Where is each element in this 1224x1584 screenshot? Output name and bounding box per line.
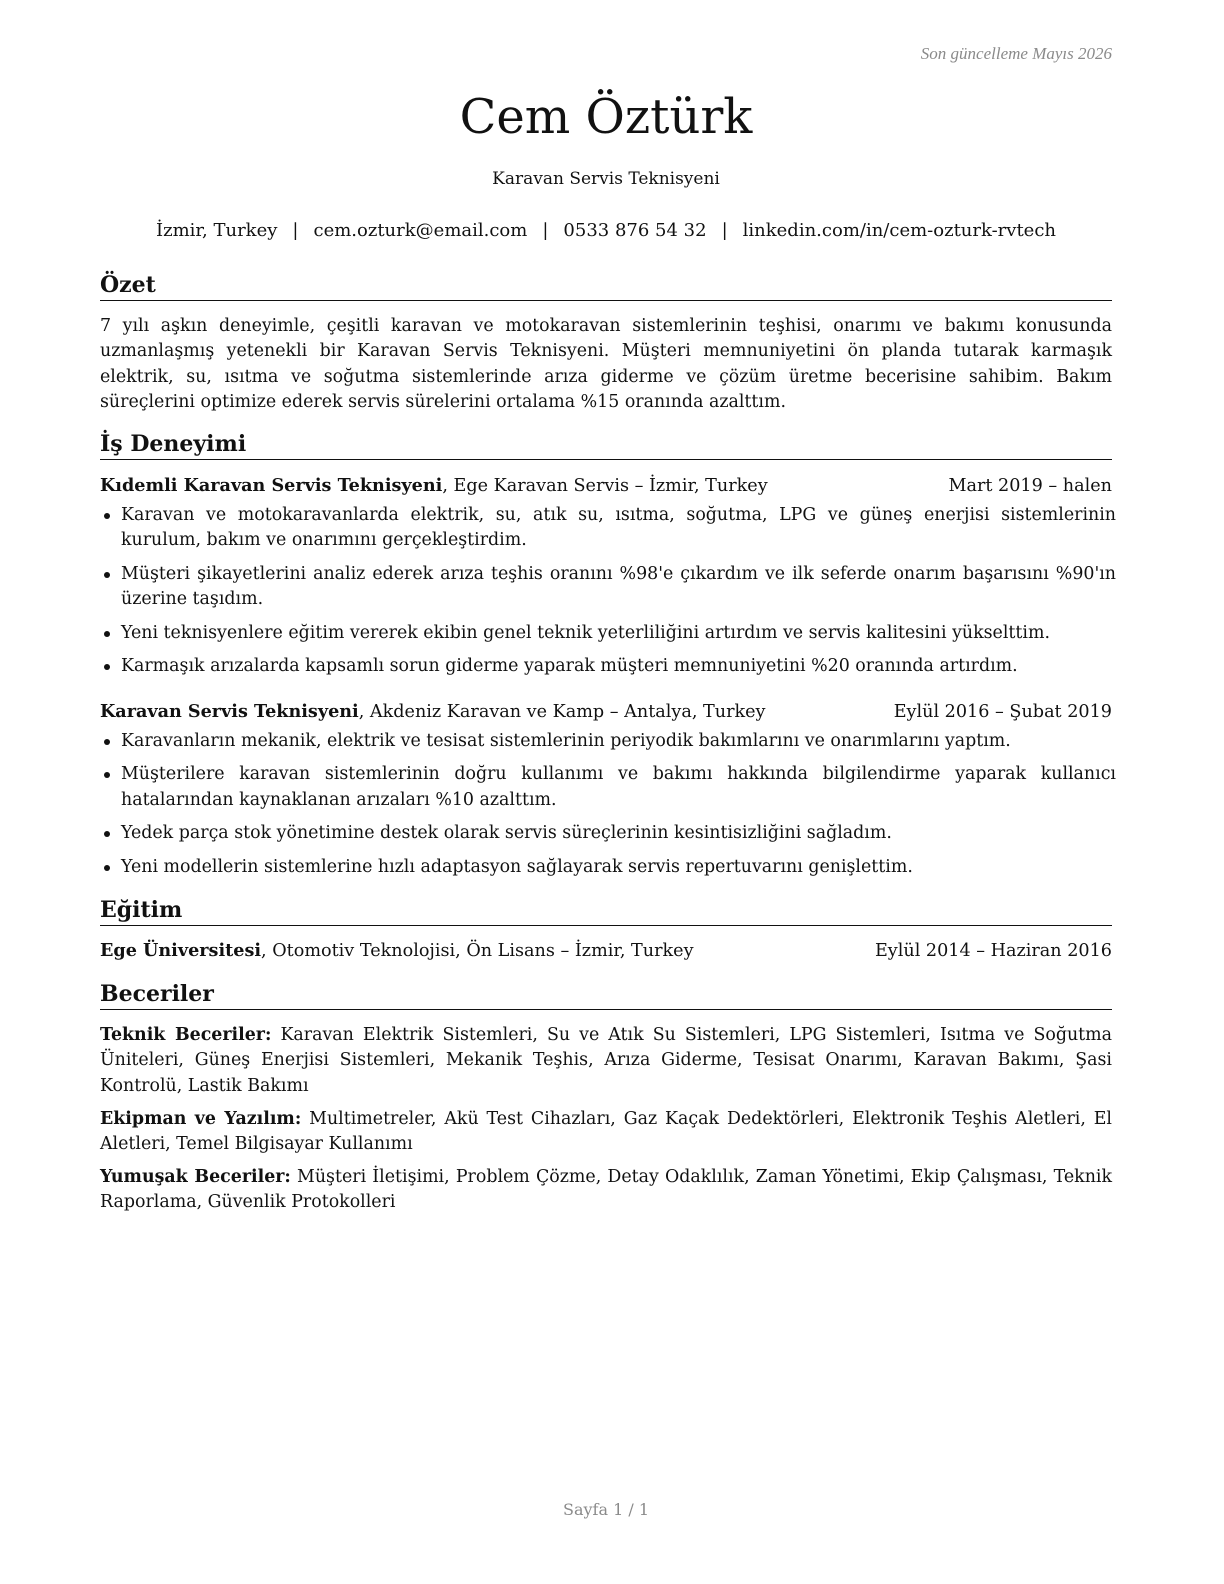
job-role: Karavan Servis Teknisyeni: [100, 701, 359, 722]
education-detail: , Otomotiv Teknolojisi, Ön Lisans – İzmir, Turkey: [261, 941, 694, 961]
education-heading: Eğitim: [100, 895, 1112, 926]
contact-separator: |: [292, 220, 299, 241]
summary-heading: Özet: [100, 270, 1112, 301]
list-item: Yeni teknisyenlere eğitim vererek ekibin genel teknik yeterliliğini artırdım ve servis kalitesini yükselttim.: [100, 621, 1116, 646]
resume-page: [100, 0, 1116, 1584]
candidate-name: Cem Öztürk: [459, 89, 753, 145]
contact-email[interactable]: cem.ozturk@email.com: [313, 220, 528, 241]
skill-group: [100, 1107, 1112, 1158]
school-name: Ege Üniversitesi: [100, 940, 262, 961]
list-item: Yeni modellerin sistemlerine hızlı adaptasyon sağlayarak servis repertuvarını genişlettim.: [100, 855, 1116, 880]
list-item: Müşteri şikayetlerini analiz ederek arıza teşhis oranını %98'e çıkardım ve ilk seferde onarım başarısını %90'ın üzerine taşıdım.: [100, 562, 1116, 613]
job-header: [100, 699, 1112, 725]
skill-group: [100, 1023, 1112, 1099]
job-header: [100, 473, 1112, 499]
job-role: Kıdemli Karavan Servis Teknisyeni: [100, 475, 443, 496]
skill-text: Karavan Elektrik Sistemleri, Su ve Atık Su Sistemleri, LPG Sistemleri, Isıtma ve Soğutma Üniteleri, Güneş Enerjisi Sistemleri, Mekanik Teşhis, Arıza Giderme, Tesisat Onarımı, Karavan Bakımı, Şasi Kontrolü, Lastik Bakımı: [100, 1025, 1113, 1096]
skill-text: Müşteri İletişimi, Problem Çözme, Detay Odaklılık, Zaman Yönetimi, Ekip Çalışması, Teknik Raporlama, Güvenlik Protokolleri: [100, 1167, 1112, 1213]
education-entry: [100, 938, 1112, 964]
job-bullets: [100, 729, 1116, 888]
education-dates: Eylül 2014 – Haziran 2016: [874, 941, 1112, 961]
last-updated: Son güncelleme Mayıs 2026: [920, 44, 1112, 63]
contact-linkedin[interactable]: linkedin.com/in/cem-ozturk-rvtech: [742, 220, 1057, 241]
skill-label: Ekipman ve Yazılım:: [100, 1109, 302, 1129]
list-item: Karavanların mekanik, elektrik ve tesisat sistemlerinin periyodik bakımlarını ve onarımlarını yaptım.: [100, 729, 1116, 754]
list-item: Karmaşık arızalarda kapsamlı sorun giderme yaparak müşteri memnuniyetini %20 oranında artırdım.: [100, 654, 1116, 679]
summary-text: 7 yılı aşkın deneyimle, çeşitli karavan ve motokaravan sistemlerinin teşhisi, onarımı ve bakımı konusunda uzmanlaşmış yetenekli bir Karavan Servis Teknisyeni. Müşteri memnuniyetini ön planda tutarak karmaşık elektrik, su, ısıtma ve soğutma sistemlerinde arıza giderme ve çözüm üretme becerisine sahibim. Bakım süreçlerini optimize ederek servis sürelerini ortalama %15 oranında azalttım.: [100, 316, 1112, 413]
experience-heading: İş Deneyimi: [100, 429, 1112, 460]
contact-separator: |: [542, 220, 549, 241]
list-item: Yedek parça stok yönetimine destek olarak servis süreçlerinin kesintisizliğini sağladım.: [100, 821, 1116, 846]
contact-separator: |: [721, 220, 728, 241]
skill-text: Multimetreler, Akü Test Cihazları, Gaz Kaçak Dedektörleri, Elektronik Teşhis Aletleri, El Aletleri, Temel Bilgisayar Kullanımı: [100, 1109, 1112, 1155]
list-item: Karavan ve motokaravanlarda elektrik, su, atık su, ısıtma, soğutma, LPG ve güneş enerjisi sistemlerinin kurulum, bakım ve onarımını gerçekleştirdim.: [100, 503, 1116, 554]
contact-line: [100, 218, 1112, 244]
list-item: Müşterilere karavan sistemlerinin doğru kullanımı ve bakımı hakkında bilgilendirme yaparak kullanıcı hatalarından kaynaklanan arızaları %10 azalttım.: [100, 762, 1116, 813]
job-dates: Mart 2019 – halen: [948, 476, 1112, 496]
contact-phone[interactable]: 0533 876 54 32: [563, 220, 707, 241]
contact-location: İzmir, Turkey: [155, 220, 278, 241]
job-title: Karavan Servis Teknisyeni: [492, 169, 720, 189]
job-company: , Akdeniz Karavan ve Kamp – Antalya, Turkey: [358, 702, 766, 722]
job-company: , Ege Karavan Servis – İzmir, Turkey: [442, 476, 768, 496]
skill-group: [100, 1165, 1112, 1216]
skill-label: Teknik Beceriler:: [100, 1025, 272, 1045]
skill-label: Yumuşak Beceriler:: [100, 1167, 291, 1187]
job-dates: Eylül 2016 – Şubat 2019: [893, 702, 1112, 722]
skills-heading: Beceriler: [100, 979, 1112, 1010]
job-bullets: [100, 503, 1116, 687]
page-number: Sayfa 1 / 1: [562, 1500, 649, 1519]
